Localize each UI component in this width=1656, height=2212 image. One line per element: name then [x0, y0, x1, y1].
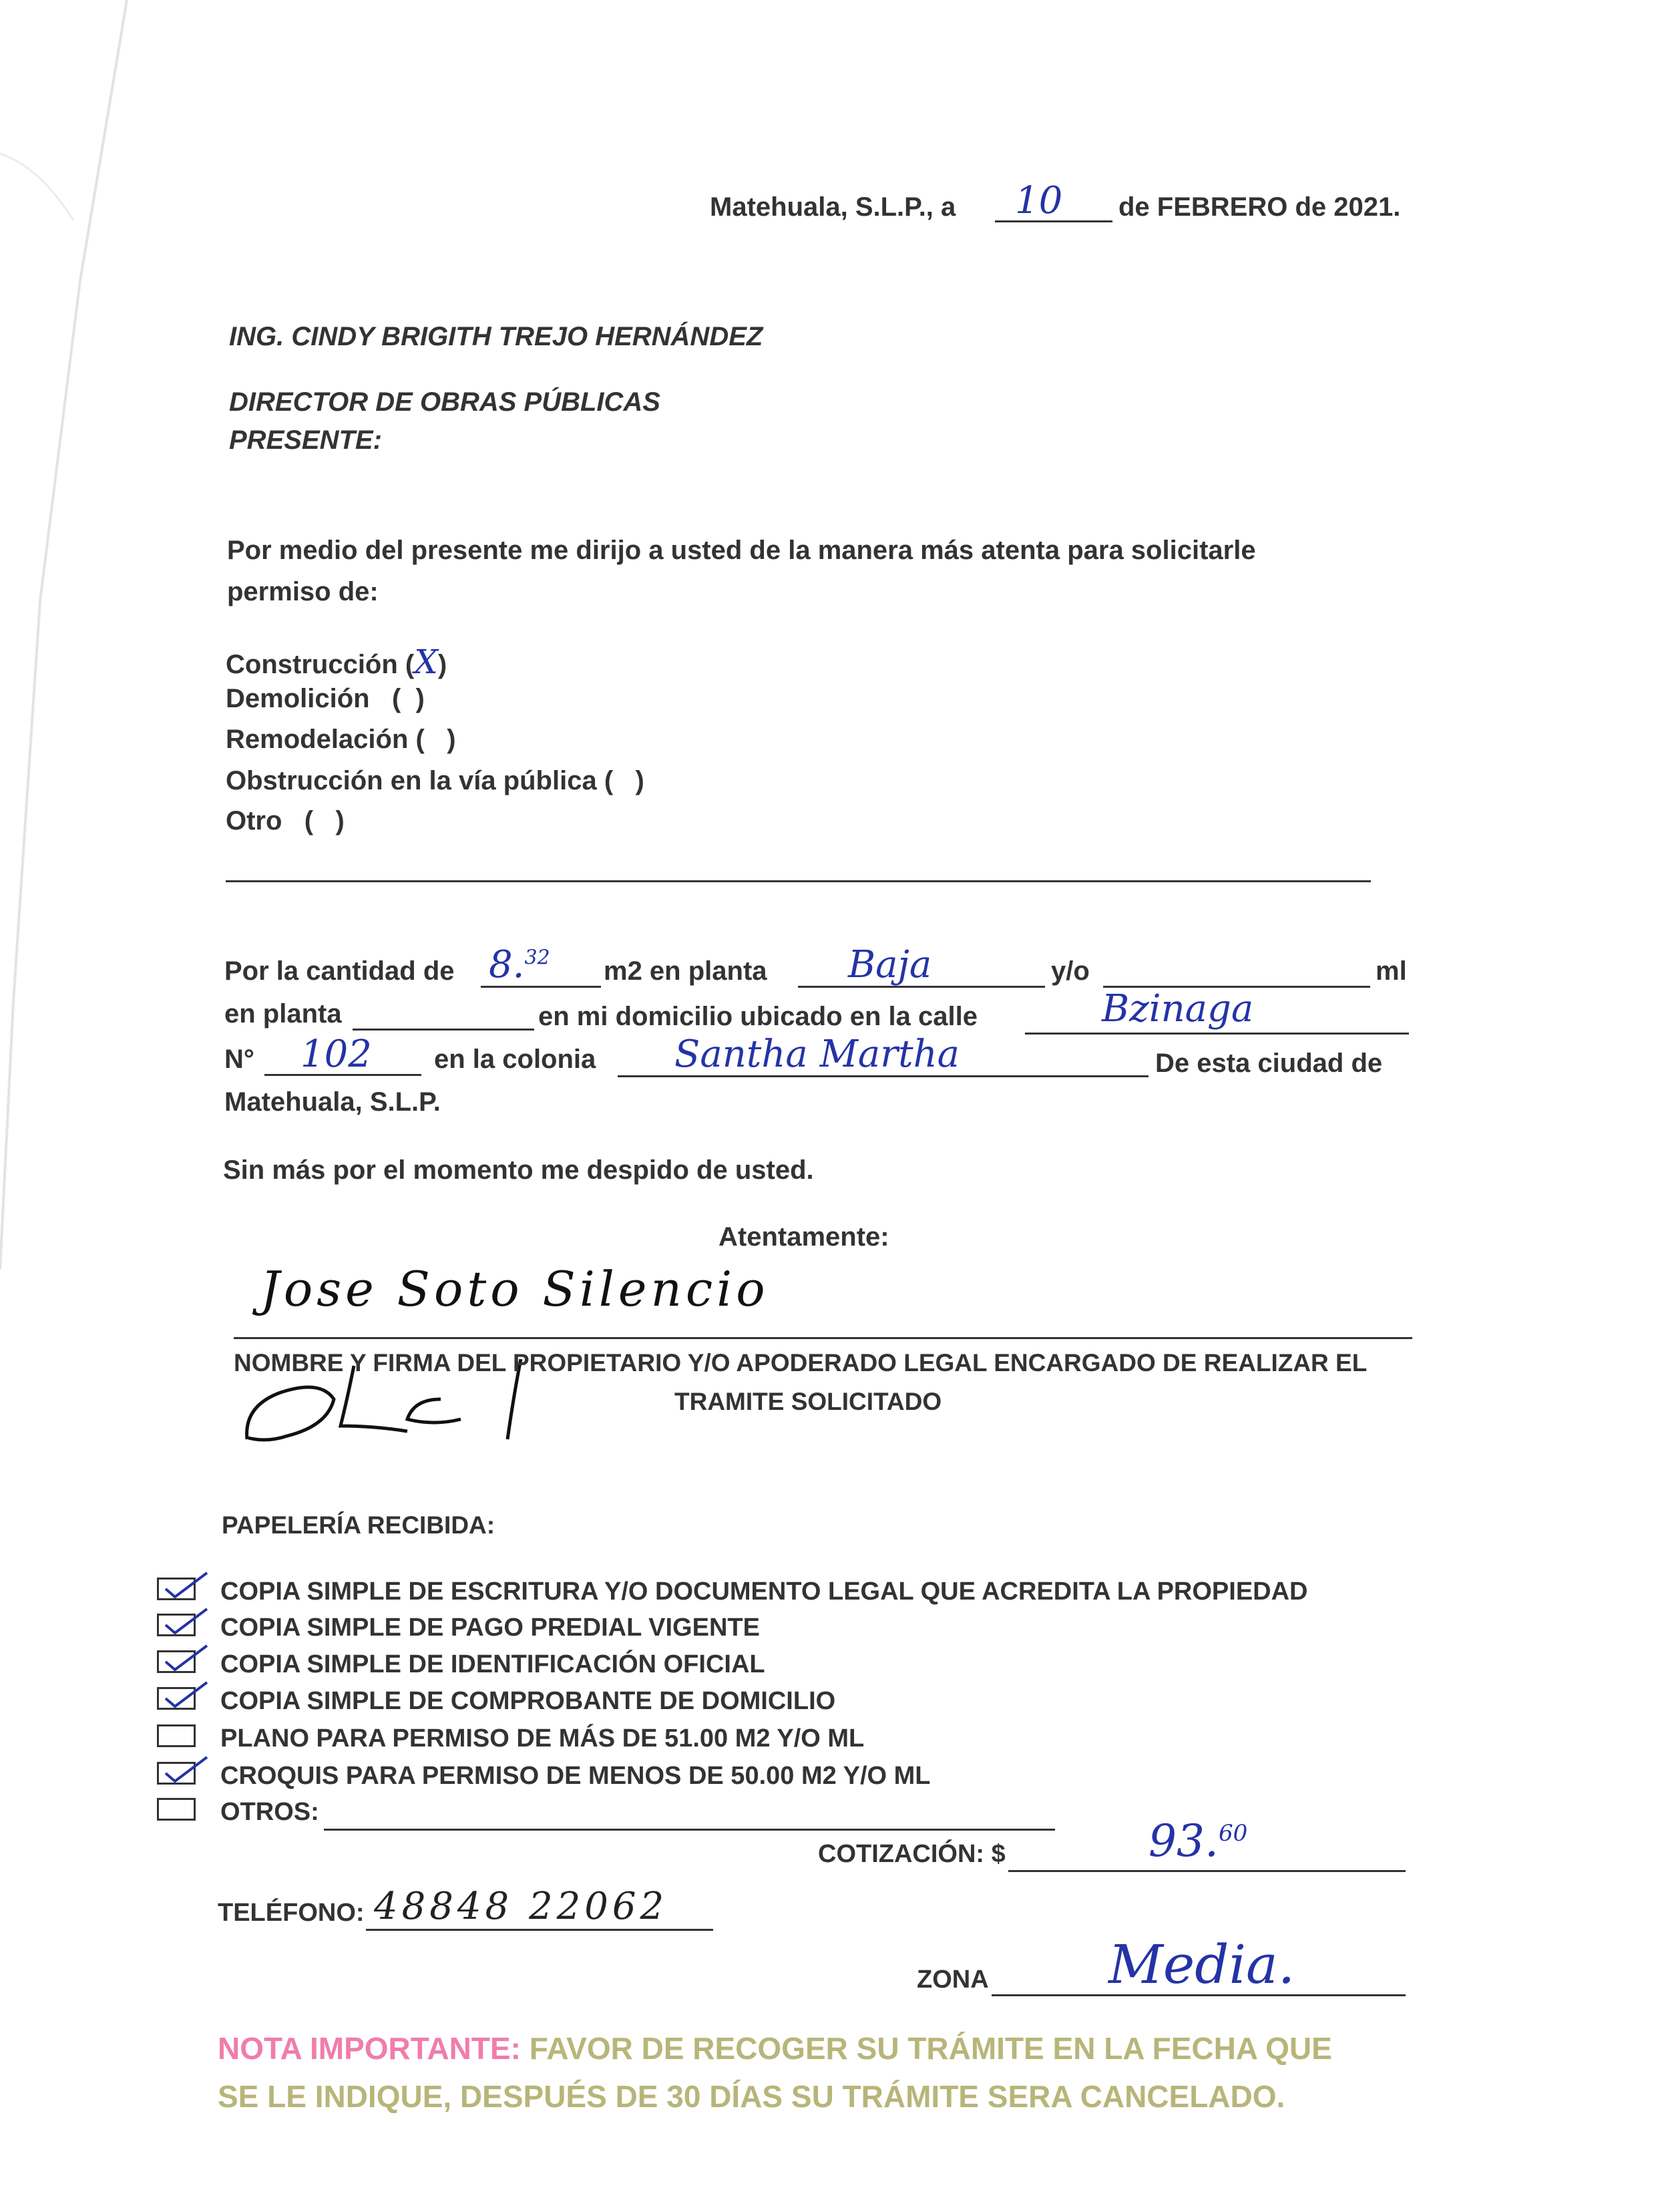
cotizacion-line: [1008, 1870, 1406, 1872]
owner-name-handwritten: Jose Soto Silencio: [260, 1261, 769, 1317]
permit-label: Obstrucción en la vía pública: [226, 766, 597, 795]
paper-checkbox[interactable]: [157, 1578, 196, 1600]
paper-checkbox[interactable]: [157, 1762, 196, 1785]
cotizacion-superscript: 60: [1218, 1820, 1248, 1847]
owner-label-line-2: TRAMITE SOLICITADO: [674, 1388, 942, 1415]
telefono-label: TELÉFONO:: [218, 1899, 365, 1927]
telefono-value: 48848 22062: [374, 1885, 668, 1928]
permit-paren-close: ): [447, 725, 456, 754]
zona-label: ZONA: [917, 1966, 989, 1994]
atentamente-label: Atentamente:: [718, 1222, 889, 1252]
cotizacion-value: [1149, 1815, 1247, 1867]
paper-label: COPIA SIMPLE DE IDENTIFICACIÓN OFICIAL: [220, 1650, 765, 1678]
permit-label: Demolición: [226, 684, 370, 713]
permit-label: Construcción: [226, 650, 398, 679]
qty-superscript: 32: [524, 946, 550, 970]
check-icon: [163, 1606, 210, 1637]
street-value: Bzinaga: [1102, 987, 1254, 1031]
page-edge-shadow: [0, 0, 160, 2212]
check-icon: [163, 1643, 210, 1674]
paper-label: OTROS:: [220, 1798, 319, 1826]
permit-paren-open: (: [604, 766, 614, 795]
colonia-value: Santha Martha: [674, 1033, 960, 1076]
owner-label-line-1: NOMBRE Y FIRMA DEL PROPIETARIO Y/O APODERADO LEGAL ENCARGADO DE REALIZAR EL: [234, 1349, 1368, 1376]
otros-line: [324, 1829, 1055, 1831]
cotizacion-label: COTIZACIÓN: $: [818, 1840, 1006, 1868]
date-day-value: 10: [1015, 179, 1063, 222]
ciudad-label: De esta ciudad de: [1155, 1049, 1383, 1078]
zona-value: Media.: [1108, 1933, 1295, 1996]
paper-checkbox[interactable]: [157, 1687, 196, 1710]
en-planta-label: en planta: [224, 999, 342, 1029]
permit-remodelacion: [226, 725, 456, 755]
permit-paren-close: ): [635, 766, 644, 795]
signature-line: [234, 1337, 1412, 1339]
permit-otro-line: [226, 880, 1371, 882]
planta-value: Baja: [848, 943, 932, 986]
permit-obstruccion: [226, 766, 644, 796]
paper-label: COPIA SIMPLE DE PAGO PREDIAL VIGENTE: [220, 1614, 760, 1642]
paper-checkbox[interactable]: [157, 1798, 196, 1821]
check-icon: [163, 1680, 210, 1710]
permit-paren-close: ): [415, 684, 425, 713]
farewell-text: Sin más por el momento me despido de usted.: [223, 1155, 814, 1185]
paper-label: COPIA SIMPLE DE COMPROBANTE DE DOMICILIO: [220, 1687, 836, 1715]
number-label: N°: [224, 1045, 254, 1074]
paper-checkbox[interactable]: [157, 1724, 196, 1747]
permit-label: Remodelación: [226, 725, 409, 754]
cotizacion-number: 93.: [1149, 1815, 1219, 1867]
permit-mark: X: [414, 642, 438, 681]
paper-label: PLANO PARA PERMISO DE MÁS DE 51.00 M2 Y/O ML: [220, 1724, 865, 1753]
paper-label: COPIA SIMPLE DE ESCRITURA Y/O DOCUMENTO LEGAL QUE ACREDITA LA PROPIEDAD: [220, 1578, 1308, 1606]
city-line: Matehuala, S.L.P.: [224, 1087, 441, 1117]
en-planta-line: [353, 1029, 534, 1031]
permit-label: Otro: [226, 806, 282, 836]
paper-checkbox[interactable]: [157, 1614, 196, 1636]
nota-line-2: SE LE INDIQUE, DESPUÉS DE 30 DÍAS SU TRÁMITE SERA CANCELADO.: [218, 2079, 1285, 2114]
permit-paren-open: (: [405, 650, 415, 679]
ml-label: ml: [1376, 956, 1407, 986]
recipient-position: DIRECTOR DE OBRAS PÚBLICAS: [229, 387, 660, 417]
permit-paren-open: (: [391, 684, 401, 713]
qty-m2-label: m2 en planta: [604, 956, 767, 986]
domicilio-label: en mi domicilio ubicado en la calle: [538, 1002, 978, 1031]
permit-paren-open: (: [415, 725, 425, 754]
permit-paren-close: ): [335, 806, 345, 836]
date-month-year: de FEBRERO de 2021.: [1118, 192, 1401, 222]
permit-demolicion: [226, 684, 425, 714]
intro-line-1: Por medio del presente me dirijo a usted de la manera más atenta para solicitarle: [227, 536, 1256, 565]
permit-paren-close: ): [437, 650, 447, 679]
paper-checkbox[interactable]: [157, 1650, 196, 1673]
check-icon: [163, 1755, 210, 1785]
colonia-label: en la colonia: [434, 1045, 596, 1074]
intro-line-2: permiso de:: [227, 577, 379, 606]
recipient-greeting: PRESENTE:: [229, 425, 382, 455]
check-icon: [163, 1570, 210, 1601]
nota-label: NOTA IMPORTANTE:: [218, 2031, 521, 2066]
nota-text-1: FAVOR DE RECOGER SU TRÁMITE EN LA FECHA QUE: [529, 2031, 1332, 2066]
qty-number: 8.: [489, 943, 525, 986]
nota-line-1: [218, 2030, 1332, 2066]
street-line: [1025, 1033, 1409, 1035]
permit-otro: [226, 806, 345, 836]
permit-paren-open: (: [304, 806, 314, 836]
date-prefix: Matehuala, S.L.P., a: [710, 192, 956, 222]
permit-construccion: [226, 642, 447, 681]
paper-label: CROQUIS PARA PERMISO DE MENOS DE 50.00 M2 Y/O ML: [220, 1762, 931, 1790]
number-value: 102: [300, 1033, 372, 1076]
qty-label: Por la cantidad de: [224, 956, 455, 986]
recipient-name: ING. CINDY BRIGITH TREJO HERNÁNDEZ: [229, 322, 763, 351]
telefono-line: [366, 1929, 713, 1931]
yo-label: y/o: [1051, 956, 1090, 986]
papers-title: PAPELERÍA RECIBIDA:: [222, 1511, 495, 1539]
qty-value: [489, 943, 550, 986]
